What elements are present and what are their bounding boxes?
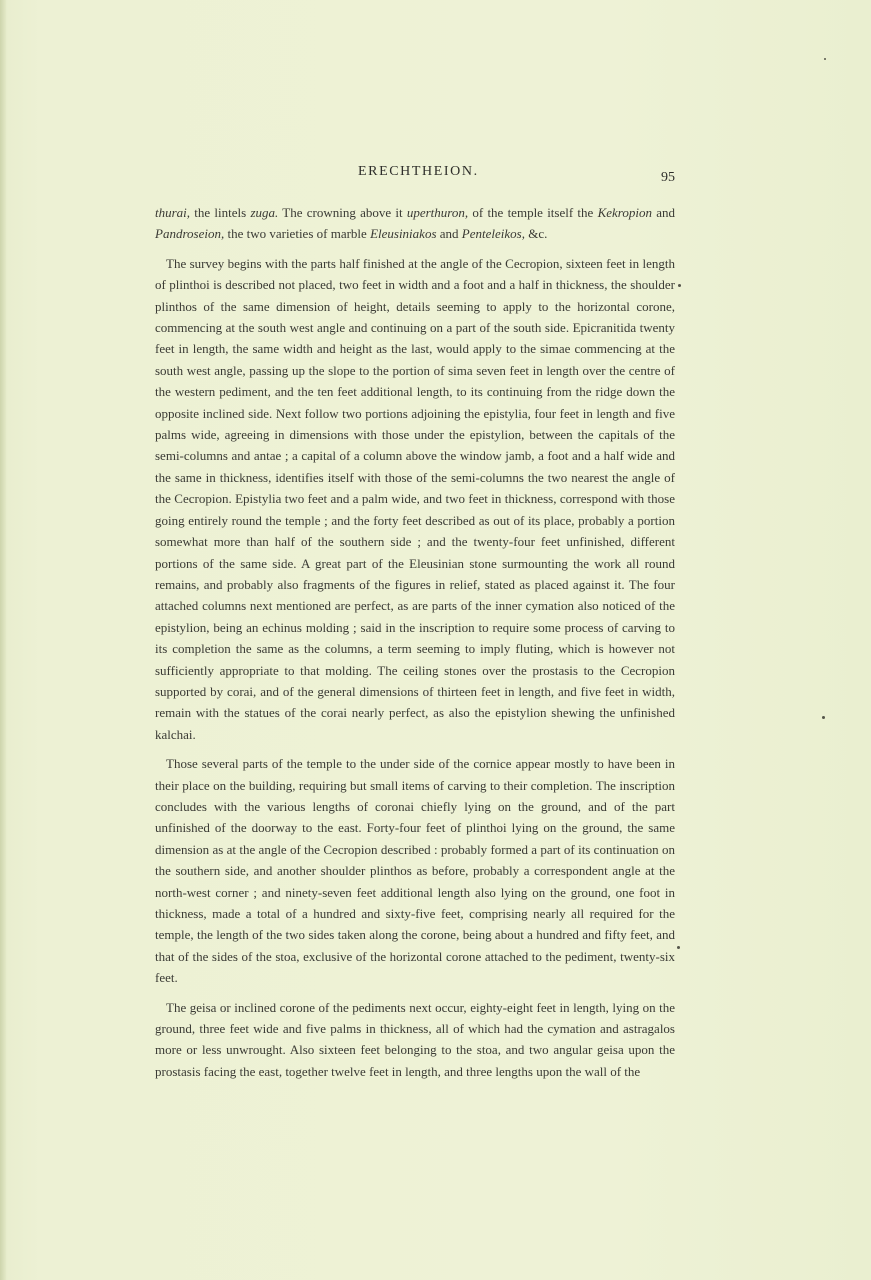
paragraph: [155, 997, 675, 1083]
scan-speck-mark: [822, 716, 825, 719]
italic-term: thurai,: [155, 205, 191, 220]
text-run: the two varieties of marble: [224, 226, 371, 242]
paragraph: [155, 253, 675, 745]
page-gutter-shadow: [0, 0, 6, 1280]
scan-speck-mark: [824, 58, 826, 60]
text-run: of the temple itself the: [468, 205, 598, 220]
running-head-title: ERECHTHEION.: [358, 164, 479, 179]
paragraph: [155, 753, 675, 988]
paragraph-continued: [155, 202, 675, 245]
italic-term: zuga.: [250, 205, 279, 220]
text-run: The geisa or inclined corone of the pediments next occur, eighty-eight feet in length, lying on the ground, three feet wide and five palms in thickness, all of which had the cymation and astragalos more or less unwrought. Also sixteen feet belonging to the stoa, and two angular geisa upon the prostasis facing the east, together twelve feet in length, and three lengths upon the wall of the: [155, 999, 675, 1079]
text-run: Those several parts of the temple to the under side of the cornice appear mostly to have been in their place on the building, requiring but small items of carving to their completion. The inscription concludes with the various lengths of coronai chiefly lying on the ground, and of the part unfinished of the doorway to the east. Forty-four feet of plinthoi lying on the ground, the same dimension as at the angle of the Cecropion described : probably formed a part of its continuation on the southern side, and another shoulder plinthos as before, probably a correspondent angle at the north-west corner ; and ninety-seven feet additional length also lying on the ground, one foot in thickness, made a total of a hundred and sixty-five feet, comprising nearly all required for the temple, the length of the two sides taken along the corone, being about a hundred and fifty feet, and that of the sides of the stoa, exclusive of the horizontal corone attached to the pediment, twenty-six feet.: [155, 756, 675, 986]
italic-term: uperthuron,: [406, 205, 469, 220]
body-text: [155, 202, 675, 1090]
scan-speck-mark: [678, 284, 681, 287]
italic-term: Kekropion: [597, 205, 652, 220]
italic-term: Penteleikos,: [461, 226, 525, 242]
scan-speck-mark: [677, 946, 680, 949]
text-run: and: [436, 226, 462, 242]
text-run: The crowning above it: [278, 205, 407, 220]
page-number: 95: [661, 170, 675, 185]
italic-term: Eleusiniakos: [370, 226, 437, 242]
text-run: &c.: [524, 226, 548, 242]
text-run: The survey begins with the parts half finished at the angle of the Cecropion, sixteen feet in length of plinthoi is described not placed, two feet in width and a foot and a half in thickness, the shoulder plinthos of the same dimension of height, details seeming to apply to the horizontal corone, commencing at the south west angle and continuing on a part of the south side. Epicranitida twenty feet in length, the same width and height as the last, would apply to the simae commencing at the south west angle, passing up the slope to the portion of sima seven feet in length over the centre of the western pediment, and the ten feet additional length, to its continuing from the ridge down the opposite inclined side. Next follow two portions adjoining the epistylia, four feet in length and five palms wide, agreeing in dimensions with those under the epistylion, between the capitals of the semi-columns and antae ; a capital of a column above the window jamb, a foot and a half wide and the same in thickness, identifies itself with those of the semi-columns the two nearest the angle of the Cecropion. Epistylia two feet and a palm wide, and two feet in thickness, correspond with those going entirely round the temple ; and the forty feet described as out of its place, probably a portion somewhat more than half of the southern side ; and the twenty-four feet unfinished, different portions of the same side. A great part of the Eleusinian stone surmounting the work all round remains, and probably also fragments of the figures in relief, stated as placed against it. The four attached columns next mentioned are perfect, as are parts of the inner cymation also noticed of the epistylion, being an echinus molding ; said in the inscription to require some process of carving to its completion the same as the columns, a term seeming to imply fluting, which is however not sufficiently appropriate to that molding. The ceiling stones over the prostasis to the Cecropion supported by corai, and of the general dimensions of thirteen feet in length, and five feet in width, remain with the statues of the corai nearly perfect, as also the epistylion shewing the unfinished kalchai.: [155, 255, 675, 742]
text-run: the lintels: [190, 205, 251, 220]
text-run: and: [651, 205, 675, 220]
italic-term: Pandroseion,: [155, 226, 225, 242]
